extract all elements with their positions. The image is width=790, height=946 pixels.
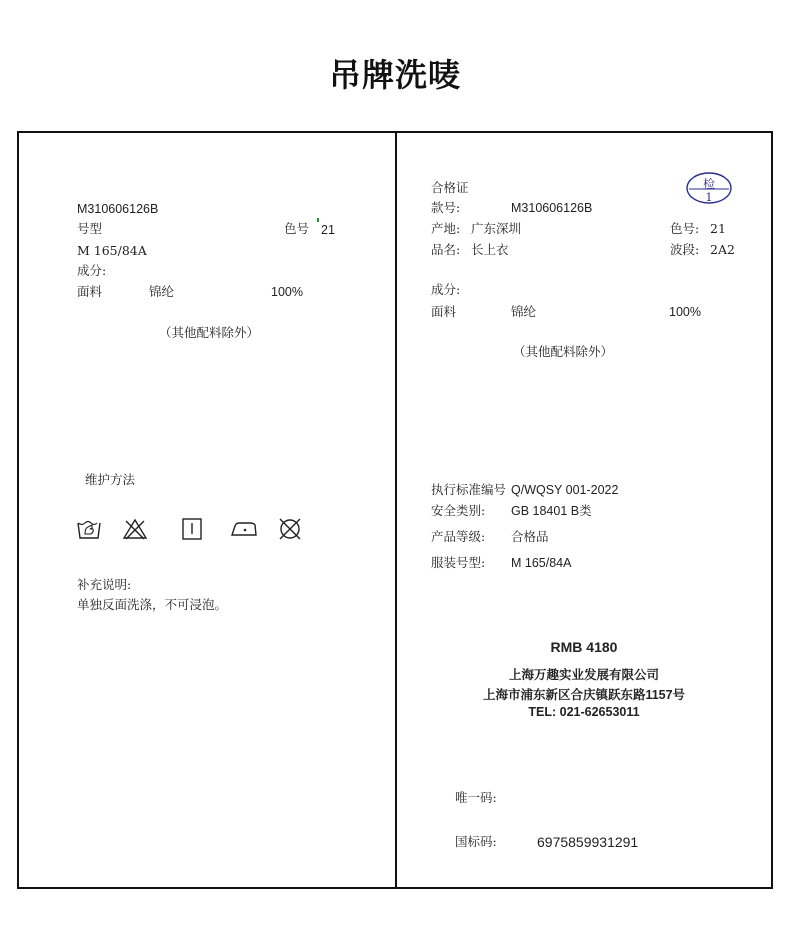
unique-code-label: 唯一码: — [455, 790, 497, 805]
green-mark — [317, 218, 319, 222]
hand-wash-icon — [76, 517, 102, 541]
composition-label: 成分: — [431, 282, 461, 297]
fabric-label: 面料 — [431, 304, 457, 319]
certificate-title: 合格证 — [431, 180, 469, 195]
standard-value: Q/WQSY 001-2022 — [511, 483, 619, 497]
fabric-percent: 100% — [669, 305, 701, 319]
grade-value: 合格品 — [511, 529, 549, 544]
barcode-value: 6975859931291 — [537, 834, 639, 850]
do-not-bleach-icon — [122, 518, 148, 540]
line-dry-icon — [181, 517, 203, 541]
apparel-size-label: 服装号型: — [431, 555, 486, 570]
stamp-text: 检 — [702, 177, 715, 191]
hang-tag-panel — [395, 131, 773, 889]
fabric-material: 锦纶 — [511, 304, 537, 319]
barcode-label: 国标码: — [455, 834, 497, 849]
color-value: 21 — [321, 223, 335, 237]
page-title: 吊牌洗唛 — [328, 56, 461, 94]
company-tel: TEL: 021-62653011 — [528, 705, 640, 719]
care-method-label: 维护方法 — [85, 472, 136, 487]
style-code: M310606126B — [77, 202, 159, 216]
fabric-percent: 100% — [271, 285, 303, 299]
care-label-panel — [17, 131, 397, 889]
iron-low-icon — [230, 520, 258, 538]
product-name: 长上衣 — [471, 242, 509, 257]
company-name: 上海万趣实业发展有限公司 — [508, 668, 659, 682]
excluding-note: （其他配料除外） — [159, 325, 260, 340]
wave-label: 波段: — [670, 242, 700, 257]
size-value: M 165/84A — [77, 243, 147, 258]
style-code: M310606126B — [511, 201, 593, 215]
style-label: 款号: — [431, 200, 461, 215]
fabric-material: 锦纶 — [149, 284, 175, 299]
safety-value: GB 18401 B类 — [511, 504, 592, 518]
composition-label: 成分: — [77, 263, 107, 278]
color-value: 21 — [710, 221, 726, 236]
supplement-text: 单独反面洗涤，不可浸泡。 — [77, 597, 228, 612]
stamp-number: 1 — [705, 191, 713, 204]
do-not-dry-clean-icon — [278, 517, 302, 541]
color-label: 色号: — [670, 221, 700, 236]
supplement-label: 补充说明: — [77, 577, 132, 592]
product-name-label: 品名: — [431, 242, 461, 257]
company-address: 上海市浦东新区合庆镇跃东路1157号 — [482, 688, 686, 702]
grade-label: 产品等级: — [431, 529, 486, 544]
origin-value: 广东深圳 — [471, 221, 522, 236]
standard-label: 执行标准编号 — [431, 482, 507, 497]
price: RMB 4180 — [550, 639, 618, 655]
safety-label: 安全类别: — [431, 503, 486, 518]
fabric-label: 面料 — [77, 284, 103, 299]
wave-value: 2A2 — [710, 242, 735, 257]
color-label: 色号 — [284, 221, 310, 236]
excluding-note: （其他配料除外） — [513, 344, 614, 359]
origin-label: 产地: — [431, 221, 461, 236]
apparel-size-value: M 165/84A — [511, 556, 572, 570]
size-label: 号型 — [77, 221, 103, 236]
